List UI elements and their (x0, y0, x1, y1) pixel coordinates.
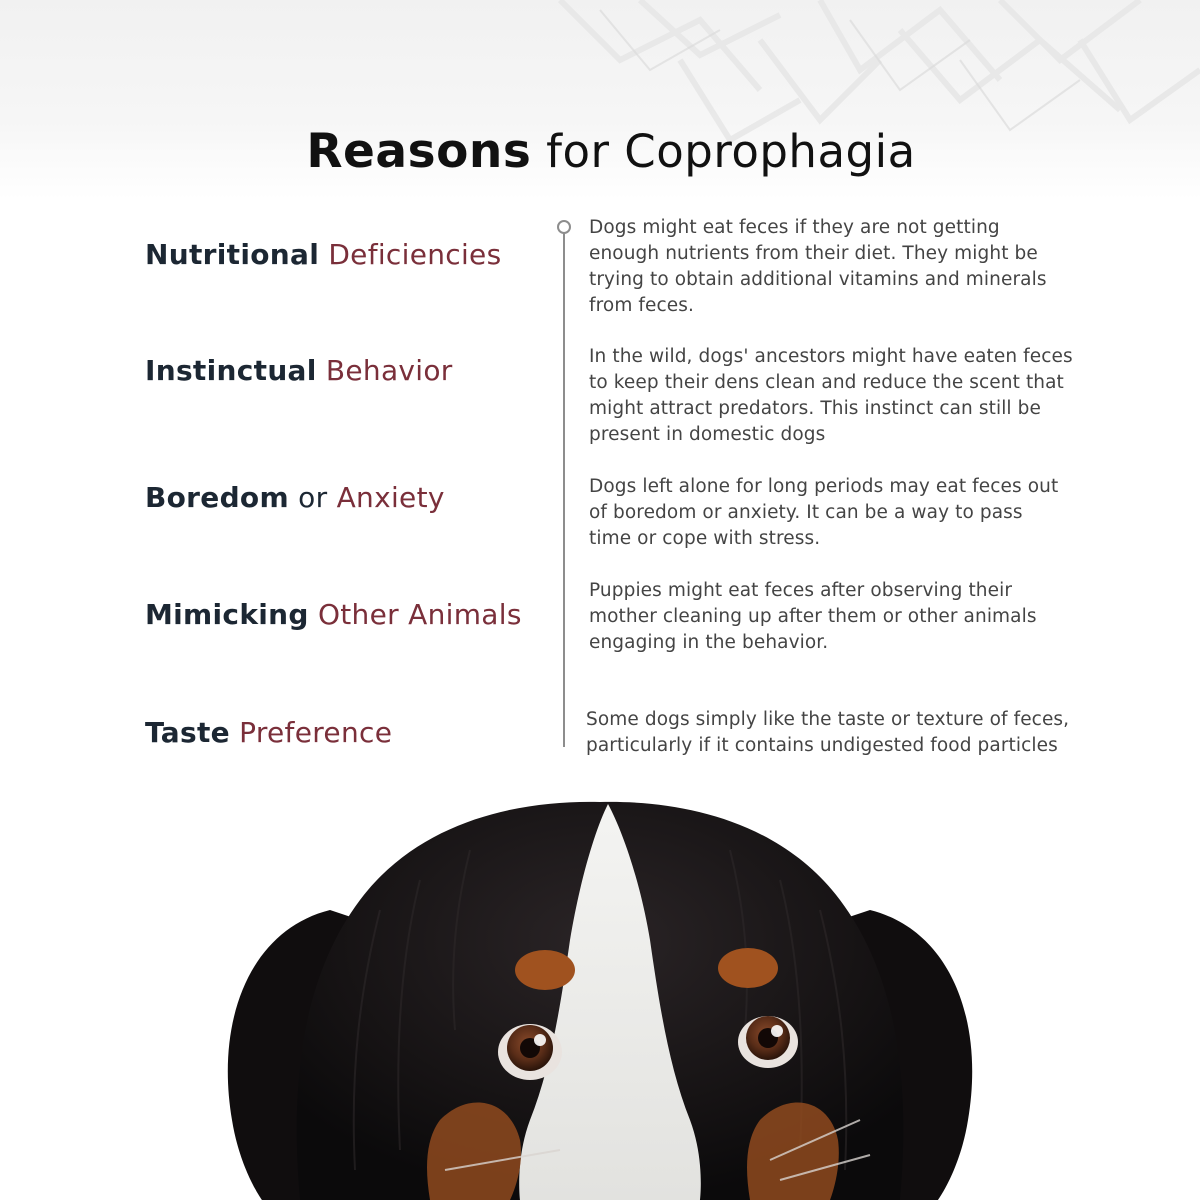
page-title-strong: Reasons (306, 124, 532, 179)
reason-heading-connector: or (298, 481, 328, 514)
reason-heading-nutritional-deficiencies (145, 237, 501, 273)
circle-marker-icon (557, 220, 571, 234)
reason-heading-bold: Mimicking (145, 598, 309, 631)
page-title-light: for Coprophagia (531, 125, 916, 178)
reason-description: Puppies might eat feces after observing their mother cleaning up after them or other animals engaging in the behavior. (589, 580, 1037, 653)
reason-heading-accent: Behavior (325, 354, 453, 387)
reason-heading-accent: Anxiety (336, 481, 445, 514)
reason-description: Dogs left alone for long periods may eat feces out of boredom or anxiety. It can be a way to pass time or cope with stress. (589, 476, 1059, 549)
reason-heading-bold: Instinctual (145, 354, 317, 387)
reason-heading-bold: Nutritional (145, 238, 320, 271)
page-title (0, 122, 1200, 182)
reason-description: In the wild, dogs' ancestors might have eaten feces to keep their dens clean and reduce the scent that might attract predators. This instinct can still be present in domestic dogs (589, 346, 1073, 445)
reason-heading-accent: Other Animals (317, 598, 522, 631)
reason-heading-instinctual-behavior (145, 353, 453, 389)
reason-heading-bold: Taste (145, 716, 230, 749)
reason-heading-accent: Deficiencies (328, 238, 502, 271)
reason-heading-bold: Boredom (145, 481, 289, 514)
reason-heading-taste-preference (145, 715, 392, 751)
timeline-divider (563, 232, 565, 747)
reason-heading-mimicking-other-animals (145, 597, 522, 633)
reason-description: Dogs might eat feces if they are not getting enough nutrients from their diet. They might be trying to obtain additional vitamins and minerals from feces. (589, 217, 1047, 316)
reason-heading-accent: Preference (239, 716, 393, 749)
reason-description: Some dogs simply like the taste or texture of feces, particularly if it contains undigested food particles (586, 709, 1070, 756)
reason-heading-boredom-or-anxiety (145, 480, 445, 516)
bernese-mountain-dog-photo (0, 790, 1200, 1200)
